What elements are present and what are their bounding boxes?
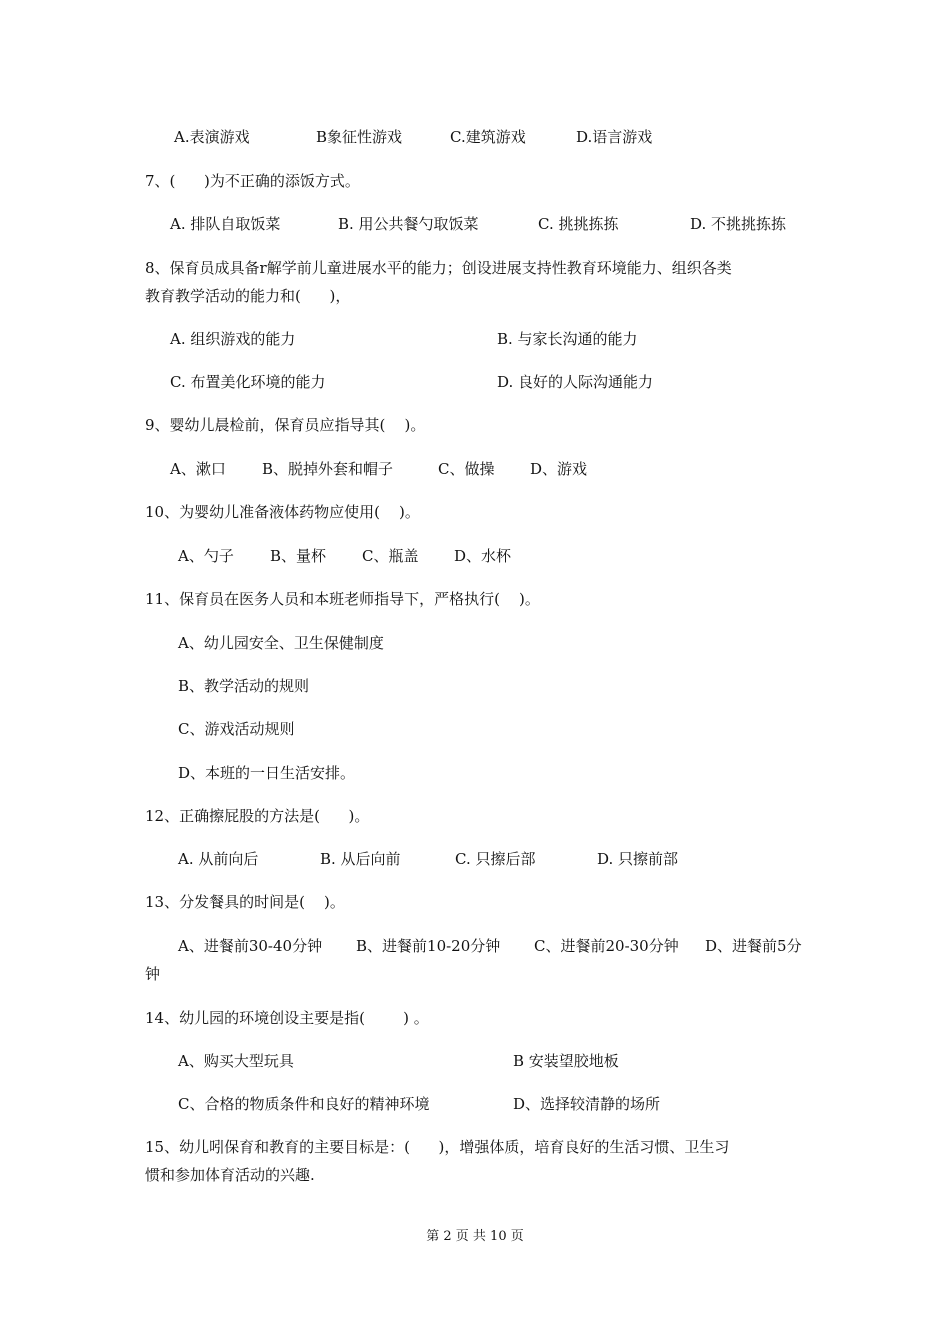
q13-option-a: A、进餐前30-40分钟 bbox=[178, 937, 323, 955]
q11-option-b: B、教学活动的规则 bbox=[178, 677, 310, 695]
q12-stem: 12、正确擦屁股的方法是( )。 bbox=[145, 807, 370, 825]
q6-option-b: B象征性游戏 bbox=[316, 128, 403, 146]
q7-option-d: D. 不挑挑拣拣 bbox=[690, 215, 787, 233]
q9-option-c: C、做操 bbox=[438, 460, 495, 478]
q12-option-b: B. 从后向前 bbox=[320, 850, 401, 868]
q12-option-c: C. 只擦后部 bbox=[455, 850, 536, 868]
q13-option-b: B、进餐前10-20分钟 bbox=[356, 937, 501, 955]
q13-option-c: C、进餐前20-30分钟 bbox=[534, 937, 679, 955]
q14-option-d: D、选择较清静的场所 bbox=[513, 1095, 661, 1113]
q11-option-d: D、本班的一日生活安排。 bbox=[178, 764, 356, 782]
q11-option-c: C、游戏活动规则 bbox=[178, 720, 295, 738]
q8-stem-line2: 教育教学活动的能力和( )， bbox=[145, 287, 351, 305]
q6-option-c: C.建筑游戏 bbox=[450, 128, 526, 146]
q10-option-b: B、量杯 bbox=[270, 547, 327, 565]
q10-option-d: D、水杯 bbox=[454, 547, 512, 565]
q14-option-c: C、合格的物质条件和良好的精神环境 bbox=[178, 1095, 430, 1113]
q14-option-b: B 安装望胶地板 bbox=[513, 1052, 619, 1070]
q14-stem: 14、幼儿园的环境创设主要是指( ) 。 bbox=[145, 1009, 429, 1027]
q8-stem-line1: 8、保育员成具备r解学前儿童进展水平的能力；创设进展支持性教育环境能力、组织各类 bbox=[145, 259, 732, 277]
q9-stem: 9、婴幼儿晨检前，保育员应指导其( )。 bbox=[145, 416, 426, 434]
q13-stem: 13、分发餐具的时间是( )。 bbox=[145, 893, 345, 911]
q15-stem-line2: 惯和参加体育活动的兴趣. bbox=[145, 1166, 315, 1184]
q8-option-c: C. 布置美化环境的能力 bbox=[170, 373, 326, 391]
q7-option-a: A. 排队自取饭菜 bbox=[170, 215, 281, 233]
q6-option-a: A.表演游戏 bbox=[174, 128, 250, 146]
q13-option-d: D、进餐前5分 bbox=[705, 937, 802, 955]
q9-option-a: A、漱口 bbox=[170, 460, 226, 478]
q10-option-c: C、瓶盖 bbox=[362, 547, 419, 565]
q9-option-d: D、游戏 bbox=[530, 460, 588, 478]
q10-option-a: A、勺子 bbox=[178, 547, 234, 565]
q12-option-a: A. 从前向后 bbox=[178, 850, 259, 868]
q9-option-b: B、脱掉外套和帽子 bbox=[262, 460, 394, 478]
q8-option-a: A. 组织游戏的能力 bbox=[170, 330, 296, 348]
q12-option-d: D. 只擦前部 bbox=[597, 850, 679, 868]
q8-option-d: D. 良好的人际沟通能力 bbox=[497, 373, 654, 391]
q6-option-d: D.语言游戏 bbox=[576, 128, 653, 146]
q13-option-d-wrap: 钟 bbox=[145, 965, 161, 983]
q7-option-c: C. 挑挑拣拣 bbox=[538, 215, 619, 233]
q15-stem-line1: 15、幼儿吲保育和教育的主要目标是：( )，增强体质，培育良好的生活习惯、卫生习 bbox=[145, 1138, 730, 1156]
q10-stem: 10、为婴幼儿准备液体药物应使用( )。 bbox=[145, 503, 420, 521]
q7-stem: 7、( )为不正确的添饭方式。 bbox=[145, 172, 360, 190]
q11-stem: 11、保育员在医务人员和本班老师指导下，严格执行( )。 bbox=[145, 590, 540, 608]
q11-option-a: A、幼儿园安全、卫生保健制度 bbox=[178, 634, 384, 652]
page-footer: 第 2 页 共 10 页 bbox=[426, 1229, 524, 1244]
q14-option-a: A、购买大型玩具 bbox=[178, 1052, 294, 1070]
q8-option-b: B. 与家长沟通的能力 bbox=[497, 330, 638, 348]
q7-option-b: B. 用公共餐勺取饭菜 bbox=[338, 215, 479, 233]
